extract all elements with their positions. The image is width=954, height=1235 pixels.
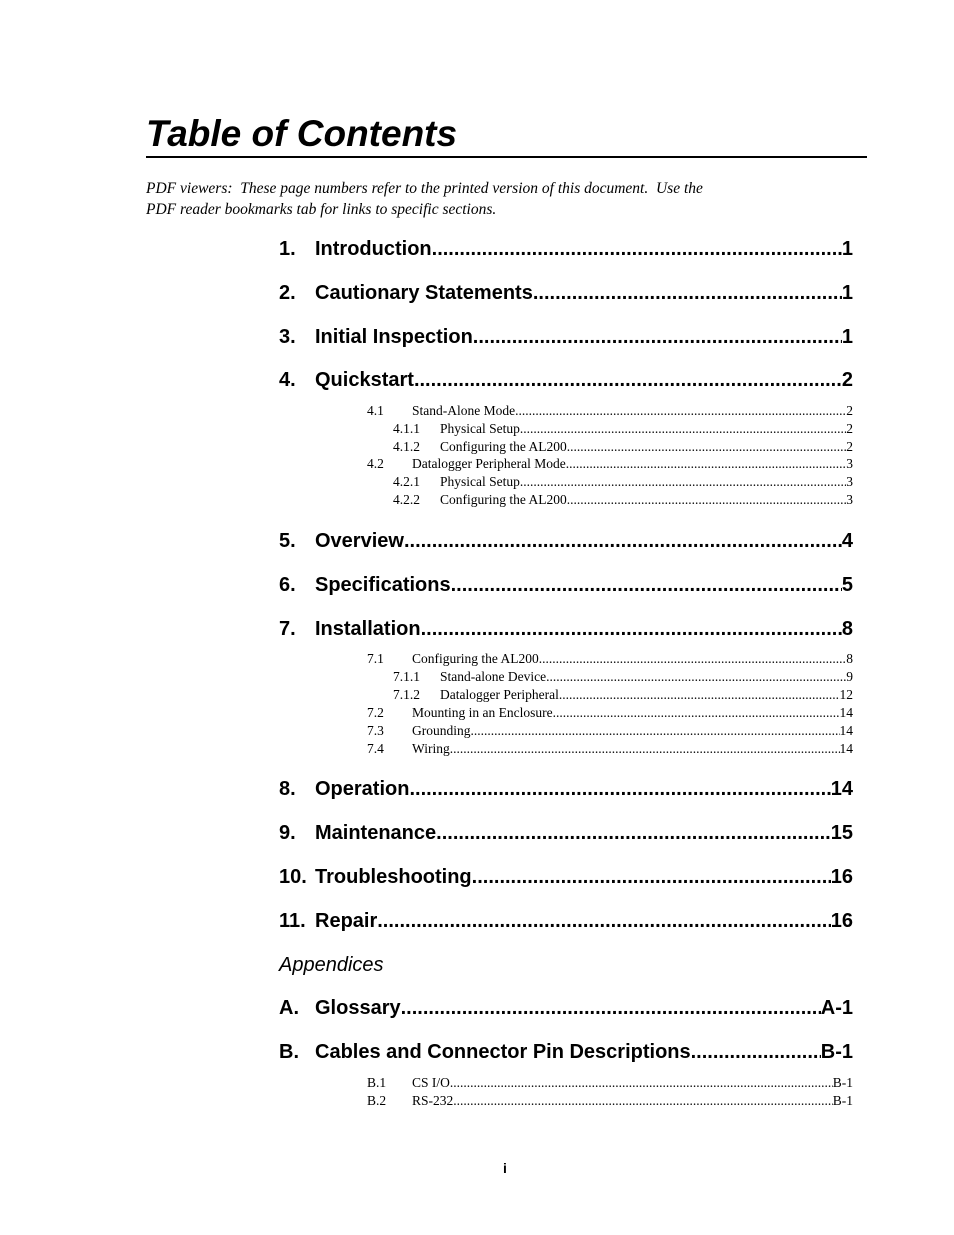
toc-page: 2: [841, 369, 853, 391]
toc-number: 4.2: [367, 456, 384, 471]
note-line: PDF reader bookmarks tab for links to specific sections.: [146, 201, 497, 218]
toc-entry-introduction[interactable]: [279, 235, 853, 263]
toc-page: 2: [846, 421, 853, 436]
dot-leader: [450, 1074, 833, 1092]
dot-leader: [533, 279, 842, 307]
toc-number: 8.: [279, 778, 296, 800]
dot-leader: [451, 571, 842, 599]
dot-leader: [539, 650, 847, 668]
toc-page: 8: [841, 618, 853, 640]
toc-number: 2.: [279, 282, 296, 304]
toc-entry-initial-inspection[interactable]: [279, 323, 853, 351]
toc-number: 5.: [279, 530, 296, 552]
toc-number: 1.: [279, 238, 296, 260]
toc-subentry[interactable]: [393, 686, 853, 704]
toc-label: Overview: [315, 530, 404, 552]
toc-number: 3.: [279, 326, 296, 348]
toc-number: B.: [279, 1041, 299, 1063]
toc-label: Glossary: [315, 997, 401, 1019]
toc-label: CS I/O: [412, 1075, 450, 1090]
toc-entry-overview[interactable]: [279, 527, 853, 555]
dot-leader: [401, 994, 821, 1022]
toc-page: 16: [830, 910, 853, 932]
toc-number: A.: [279, 997, 299, 1019]
toc-page: B-1: [832, 1075, 853, 1090]
toc-label: RS-232: [412, 1093, 454, 1108]
toc-subentry[interactable]: [393, 491, 853, 509]
toc-page: 14: [839, 705, 853, 720]
toc-page: A-1: [820, 997, 853, 1019]
dot-leader: [520, 420, 846, 438]
toc-label: Maintenance: [315, 822, 437, 844]
toc-entry-cables-and-connectors[interactable]: [279, 1038, 853, 1066]
toc-number: 7.3: [367, 723, 384, 738]
dot-leader: [453, 1092, 832, 1110]
dot-leader: [520, 473, 846, 491]
toc-number: B.1: [367, 1075, 387, 1090]
appendices-heading: Appendices: [279, 954, 384, 976]
toc-label: Cables and Connector Pin Descriptions: [315, 1041, 691, 1063]
toc-page: 2: [846, 439, 853, 454]
note-line: PDF viewers: These page numbers refer to the printed version of this document. Use the: [146, 180, 703, 197]
toc-number: 4.: [279, 369, 296, 391]
dot-leader: [421, 615, 842, 643]
toc-subentry[interactable]: [393, 438, 853, 456]
toc-page: B-1: [820, 1041, 853, 1063]
dot-leader: [436, 819, 831, 847]
toc-page: 1: [841, 282, 853, 304]
toc-number: 9.: [279, 822, 296, 844]
toc-label: Specifications: [315, 574, 451, 596]
dot-leader: [473, 323, 842, 351]
toc-subentry[interactable]: [367, 402, 853, 420]
toc-number: 11.: [279, 910, 306, 932]
toc-subentry[interactable]: [367, 740, 853, 758]
toc-page: 1: [841, 326, 853, 348]
toc-number: 7.1.1: [393, 669, 420, 684]
toc-entry-operation[interactable]: [279, 775, 853, 803]
toc-page: 3: [846, 474, 853, 489]
dot-leader: [471, 722, 840, 740]
toc-page: 3: [846, 456, 853, 471]
dot-leader: [691, 1038, 821, 1066]
toc-number: 4.2.2: [393, 492, 420, 507]
toc-label: Introduction: [315, 238, 432, 260]
toc-subentry[interactable]: [367, 722, 853, 740]
toc-page: 15: [830, 822, 853, 844]
toc-label: Configuring the AL200: [440, 439, 567, 454]
toc-number: 7.4: [367, 741, 384, 756]
toc-label: Initial Inspection: [315, 326, 473, 348]
toc-page: 14: [839, 741, 853, 756]
toc-subentry[interactable]: [367, 1074, 853, 1092]
toc-label: Configuring the AL200: [412, 651, 539, 666]
toc-page: 1: [841, 238, 853, 260]
dot-leader: [559, 686, 840, 704]
toc-label: Stand-alone Device: [440, 669, 547, 684]
toc-entry-cautionary-statements[interactable]: [279, 279, 853, 307]
toc-page: 14: [830, 778, 853, 800]
toc-entry-quickstart[interactable]: [279, 366, 853, 394]
dot-leader: [566, 455, 847, 473]
toc-number: 7.2: [367, 705, 384, 720]
toc-entry-repair[interactable]: [279, 907, 853, 935]
toc-number: 7.: [279, 618, 296, 640]
toc-number: 6.: [279, 574, 296, 596]
toc-number: 7.1.2: [393, 687, 420, 702]
dot-leader: [414, 366, 842, 394]
toc-entry-maintenance[interactable]: [279, 819, 853, 847]
dot-leader: [567, 491, 847, 509]
toc-label: Troubleshooting: [315, 866, 472, 888]
dot-leader: [404, 527, 842, 555]
toc-label: Cautionary Statements: [315, 282, 533, 304]
toc-subentry[interactable]: [367, 704, 853, 722]
dot-leader: [546, 668, 846, 686]
toc-page: 5: [841, 574, 853, 596]
toc-page: 9: [846, 669, 853, 684]
toc-label: Physical Setup: [440, 474, 520, 489]
dot-leader: [432, 235, 842, 263]
page-number: i: [503, 1160, 507, 1176]
toc-subentry[interactable]: [393, 473, 853, 491]
toc-number: 4.1.2: [393, 439, 420, 454]
toc-number: 4.2.1: [393, 474, 420, 489]
toc-label: Operation: [315, 778, 410, 800]
toc-entry-glossary[interactable]: [279, 994, 853, 1022]
dot-leader: [515, 402, 846, 420]
toc-subentry[interactable]: [367, 1092, 853, 1110]
dot-leader: [377, 907, 831, 935]
dot-leader: [472, 863, 831, 891]
toc-page: 2: [846, 403, 853, 418]
toc-page: 16: [830, 866, 853, 888]
toc-number: 4.1.1: [393, 421, 420, 436]
toc-entry-specifications[interactable]: [279, 571, 853, 599]
toc-entry-troubleshooting[interactable]: [279, 863, 853, 891]
toc-number: 4.1: [367, 403, 384, 418]
toc-label: Wiring: [412, 741, 450, 756]
dot-leader: [553, 704, 840, 722]
toc-label: Physical Setup: [440, 421, 520, 436]
toc-subentry[interactable]: [393, 420, 853, 438]
toc-page: B-1: [832, 1093, 853, 1108]
toc-number: B.2: [367, 1093, 387, 1108]
toc-entry-installation[interactable]: [279, 615, 853, 643]
toc-page: 3: [846, 492, 853, 507]
toc-subentry[interactable]: [367, 455, 853, 473]
toc-subentry[interactable]: [367, 650, 853, 668]
toc-label: Grounding: [412, 723, 471, 738]
toc-number: 10.: [279, 866, 307, 888]
pdf-viewer-note: [146, 178, 846, 220]
toc-label: Quickstart: [315, 369, 414, 391]
toc-page: 12: [839, 687, 853, 702]
toc-page: 4: [841, 530, 853, 552]
dot-leader: [409, 775, 830, 803]
toc-label: Repair: [315, 910, 378, 932]
toc-subentry[interactable]: [393, 668, 853, 686]
dot-leader: [567, 438, 847, 456]
page-title: Table of Contents: [146, 113, 458, 154]
toc-label: Installation: [315, 618, 421, 640]
toc-label: Datalogger Peripheral Mode: [412, 456, 566, 471]
toc-number: 7.1: [367, 651, 384, 666]
toc-label: Configuring the AL200: [440, 492, 567, 507]
dot-leader: [450, 740, 840, 758]
toc-page: 8: [846, 651, 853, 666]
toc-label: Stand-Alone Mode: [412, 403, 516, 418]
title-rule: [146, 156, 867, 158]
toc-page: 14: [839, 723, 853, 738]
toc-label: Datalogger Peripheral: [440, 687, 559, 702]
toc-label: Mounting in an Enclosure: [412, 705, 553, 720]
